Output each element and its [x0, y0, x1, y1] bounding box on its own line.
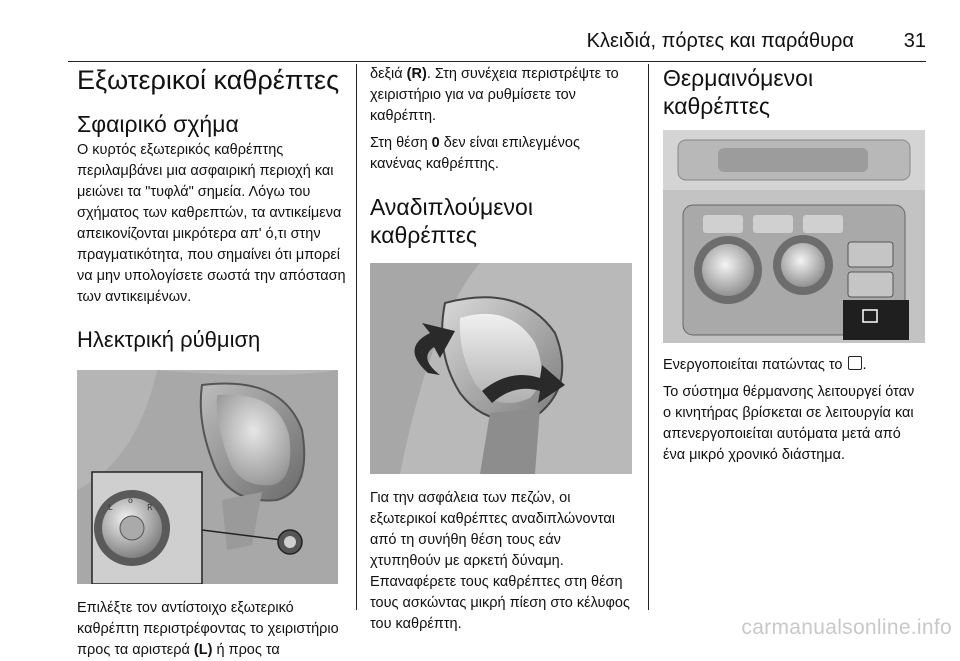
svg-text:R: R — [147, 503, 153, 512]
subsection-heading: Σφαιρικό σχήμα — [77, 111, 239, 137]
paragraph: Για την ασφάλεια των πεζών, οι εξωτερικοί καθρέπτες αναδιπλώνονται από τη συνήθη θέση τους εάν χτυπηθούν με αρκετή δύναμη. Επαναφέρετε τους καθρέπτες στη θέση τους ασκώντας μικρή πίεση στο κέλυφος του καθρέπτη. — [370, 490, 630, 632]
column-divider — [648, 64, 649, 610]
page-header — [68, 27, 926, 59]
column-right — [663, 64, 925, 466]
paragraph: Στη θέση 0 δεν είναι επιλεγμένος κανένας καθρέπτης. — [370, 135, 580, 172]
subsection-heading: Θερμαινόμενοι καθρέπτες — [663, 65, 814, 119]
paragraph: δεξιά (R). Στη συνέχεια περιστρέψτε το χειριστήριο για να ρυθμίσετε τον καθρέπτη. — [370, 66, 619, 124]
paragraph: Επιλέξτε τον αντίστοιχο εξωτερικό καθρέπτη περιστρέφοντας το χειριστήριο προς τα αριστερά (L) ή προς τα — [77, 600, 339, 658]
column-left — [77, 64, 347, 661]
paragraph: Ο κυρτός εξωτερικός καθρέπτης περιλαμβάνει μια ασφαιρική περιοχή και μειώνει τα "τυφλά" σημεία. Λόγω του σχήματος των καθρεπτών, τα αντικείμενα απεικονίζονται μικρότερα απ' ό,τι στην πραγματικότητα, που σημαίνει ότι μπορεί να μην υπολογίσετε σωστά την απόσταση των αντικειμένων. — [77, 142, 346, 305]
paragraph: Ενεργοποιείται πατώντας το . — [663, 357, 867, 373]
subsection-heading: Ηλεκτρική ρύθμιση — [77, 327, 261, 352]
watermark-url: carmanualsonline.info — [741, 616, 952, 639]
page-number: 31 — [903, 30, 926, 52]
mirror-control-figure — [77, 370, 338, 584]
heated-mirror-figure — [663, 130, 925, 343]
header-rule — [68, 61, 926, 62]
paragraph: Το σύστημα θέρμανσης λειτουργεί όταν ο κινητήρας βρίσκεται σε λειτουργία και απενεργοποιείται αυτόματα μετά από ένα μικρό χρονικό διάστημα. — [663, 384, 915, 463]
subsection-heading: Αναδιπλούμενοι καθρέπτες — [370, 194, 533, 248]
chapter-title: Κλειδιά, πόρτες και παράθυρα — [586, 30, 854, 52]
column-divider — [356, 64, 357, 610]
heated-mirror-icon — [848, 356, 862, 370]
svg-text:o: o — [128, 496, 133, 505]
section-heading: Εξωτερικοί καθρέπτες — [77, 65, 340, 95]
svg-text:L: L — [108, 503, 113, 512]
folding-mirror-figure — [370, 263, 632, 474]
column-middle — [370, 64, 632, 635]
